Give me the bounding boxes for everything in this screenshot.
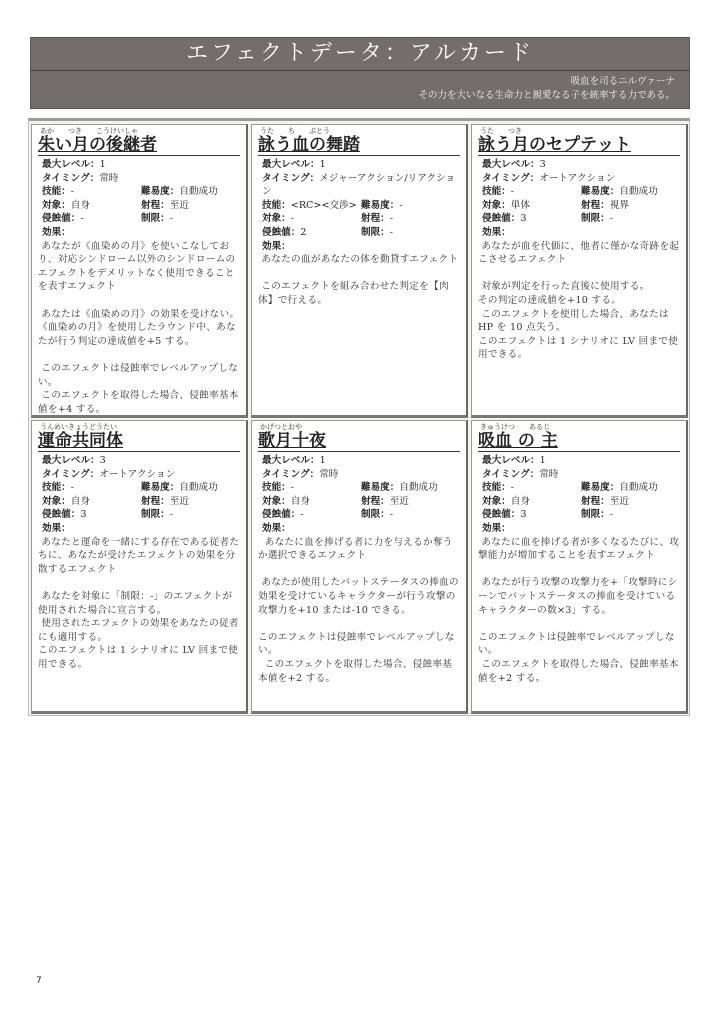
erosion-label: 侵蝕値： [482,509,521,521]
target-value: 自身 [70,495,90,507]
effect-label [38,226,240,240]
timing-label: タイミング： [262,172,320,184]
difficulty-label: 難易度： [361,199,400,211]
range-value: 至近 [609,495,629,507]
timing-value: メジャーアクション/リアクション [262,172,456,198]
limit-label: 制限： [361,509,390,521]
target-label: 対象： [262,213,291,225]
effect-card [251,420,468,714]
difficulty [361,199,460,213]
card-ruby: あか つき こうけいしゃ [40,127,138,135]
target-value: 自身 [70,199,90,211]
effect-text: あなたの血があなたの体を動貸すエフェクト このエフェクトを組み合わせた判定を【肉体】で行える。 [258,254,459,306]
card-ruby: うんめいきょうどうたい [40,423,117,431]
target [262,212,361,226]
erosion-label: 侵蝕値： [262,509,301,521]
max-level-label: 最大レベル： [42,159,100,170]
target-value: - [290,213,295,225]
effect-label [258,522,460,536]
max-level-label: 最大レベル： [262,159,320,170]
target [42,495,141,509]
max-level [478,158,680,172]
effect-heading: 効果： [262,522,291,534]
skill-value: - [510,186,515,198]
effect-label [478,226,680,240]
timing-value: 常時 [319,468,339,480]
range-label: 射程： [581,199,610,211]
timing [38,468,240,482]
range [361,212,460,226]
card-ruby: かげつとおや [260,423,302,431]
max-level-value: 1 [319,455,326,466]
skill-label: 技能： [482,482,511,494]
skill-value: - [510,482,515,494]
card-title [38,431,240,452]
limit [581,212,680,226]
limit-value: - [389,509,394,521]
erosion [262,508,361,522]
difficulty-label: 難易度： [581,186,620,198]
difficulty-value: 自動成功 [619,186,658,198]
timing-label: タイミング： [482,172,540,184]
effect-text: あなたが血を代価に、他者に僅かな奇跡を起こさせるエフェクト 対象が判定を行った直後に使用する。 その判定の達成値を+10 する。 このエフェクトを使用した場合、あなたはHP を 10 点失う。 このエフェクトは 1 シナリオに LV 回まで使用できる。 [478,240,680,361]
card-title [478,135,680,156]
erosion-value: 3 [520,509,527,521]
limit-label: 制限： [361,226,390,238]
range-label: 射程： [141,199,170,211]
timing-label: タイミング： [482,468,540,480]
card-ruby: きゅうけつ あるじ [480,423,550,431]
limit-label: 制限： [581,509,610,521]
timing [258,468,460,482]
max-level-value: 3 [99,455,106,466]
card-title [258,431,460,452]
target-value: 自身 [290,495,310,507]
target [42,199,141,213]
skill [42,185,141,199]
limit [141,212,240,226]
limit-value: - [169,509,174,521]
limit [141,508,240,522]
limit-value: - [169,213,174,225]
page-number: 7 [36,976,42,986]
effect-card [31,420,248,714]
target-label: 対象： [482,495,511,507]
effect-heading: 効果： [42,226,71,238]
max-level-value: 3 [539,159,546,170]
max-level-label: 最大レベル： [262,455,320,466]
timing [478,468,680,482]
skill-label: 技能： [262,482,291,494]
timing [38,172,240,186]
effect-heading: 効果： [482,522,511,534]
erosion [42,212,141,226]
difficulty-label: 難易度： [141,482,180,494]
max-level [38,158,240,172]
difficulty-label: 難易度： [141,186,180,198]
timing [258,172,460,199]
difficulty-value: 自動成功 [619,482,658,494]
skill-value: <RC><交渉> [290,199,357,211]
effect-heading: 効果： [262,240,291,252]
effect-card [471,420,688,714]
range-label: 射程： [361,495,390,507]
skill [262,481,361,495]
target [482,495,581,509]
effect-label [478,522,680,536]
card-title-text: 朱い月の後継者 [38,135,157,155]
target-label: 対象： [42,495,71,507]
card-ruby: うた ち ぶとう [260,127,330,135]
limit-label: 制限： [141,509,170,521]
timing-value: 常時 [99,172,119,184]
timing-value: オートアクション [539,172,616,184]
max-level-label: 最大レベル： [42,455,100,466]
max-level-label: 最大レベル： [482,455,540,466]
max-level [258,158,460,172]
max-level-value: 1 [319,159,326,170]
difficulty-value: 自動成功 [399,482,438,494]
erosion-label: 侵蝕値： [482,213,521,225]
page-title: エフェクトデータ：アルカード [31,38,689,71]
limit-label: 制限： [141,213,170,225]
effect-text: あなたが《血染めの月》を使いこなしており、対応シンドローム以外のシンドロームのエフェクトをデメリットなく使用できることを表すエフェクト あなたは《血染めの月》の効果を受けない。《血染めの月》を使用したラウンド中、あなたが行う判定の達成値を+5 する。 このエフェクトは侵蝕率でレベルアップしない。 このエフェクトを取得した場合、侵蝕率基本値を+4 する。 [38,240,240,415]
effect-label [258,240,460,254]
target [262,495,361,509]
page-header [30,37,690,109]
skill-label: 技能： [482,186,511,198]
skill-value: - [70,482,75,494]
range-label: 射程： [361,213,390,225]
erosion-label: 侵蝕値： [42,509,81,521]
effect-card [251,124,468,418]
header-subtitle [31,71,689,103]
card-title [258,135,460,156]
skill [482,481,581,495]
card-title-text: 歌月十夜 [258,431,326,451]
effect-heading: 効果： [482,226,511,238]
skill-value: - [70,186,75,198]
range-value: - [389,213,394,225]
difficulty-value: 自動成功 [179,482,218,494]
erosion-value: 3 [520,213,527,225]
limit [361,226,460,240]
target-label: 対象： [262,495,291,507]
timing-value: 常時 [539,468,559,480]
erosion-label: 侵蝕値： [262,226,301,238]
card-title [478,431,680,452]
erosion-value: - [300,509,304,521]
effect-text: あなたと運命を一緒にする存在である従者たちに、あなたが受けたエフェクトの効果を分散するエフェクト あなたを対象に「制限：-」のエフェクトが使用された場合に宣言する。 使用されたエフェクトの効果をあなたの従者にも適用する。 このエフェクトは 1 シナリオに LV 回まで使用できる。 [38,536,240,670]
card-ruby: うた つき [480,127,522,135]
skill [262,199,361,213]
skill [482,185,581,199]
erosion-label: 侵蝕値： [42,213,81,225]
target-value: 自身 [510,495,530,507]
effect-card [471,124,688,418]
erosion [482,212,581,226]
limit-label: 制限： [581,213,610,225]
target-value: 単体 [510,199,530,211]
timing-value: オートアクション [99,468,176,480]
max-level-value: 1 [99,159,106,170]
limit-value: - [609,509,614,521]
effect-card-grid [28,118,690,716]
erosion-value: - [80,213,84,225]
max-level-label: 最大レベル： [482,159,540,170]
effect-text: あなたに血を捧げる者が多くなるたびに、攻撃能力が増加することを表すエフェクト あなたが行う攻撃の攻撃力を+「攻撃時にシーンでバットステータスの捧血を受けているキャラクターの数×3」する。 このエフェクトは侵蝕率でレベルアップしない。 このエフェクトを取得した場合、侵蝕率基本値を+2 する。 [478,536,680,684]
card-title-text: 詠う月のセプテット [478,135,631,155]
limit-value: - [609,213,614,225]
card-title-text: 吸血 の 主 [478,431,558,451]
difficulty [141,185,240,199]
card-title-text: 詠う血の舞踏 [258,135,360,155]
limit-value: - [389,226,394,238]
difficulty [361,481,460,495]
effect-heading: 効果： [42,522,71,534]
difficulty-label: 難易度： [581,482,620,494]
range [141,495,240,509]
skill-label: 技能： [262,199,291,211]
erosion [262,226,361,240]
range-label: 射程： [581,495,610,507]
timing-label: タイミング： [42,172,100,184]
difficulty [141,481,240,495]
range [141,199,240,213]
skill [42,481,141,495]
timing-label: タイミング： [262,468,320,480]
range [581,199,680,213]
card-title-text: 運命共同体 [38,431,123,451]
range-value: 至近 [169,199,189,211]
range-value: 至近 [169,495,189,507]
effect-text: あなたに血を捧げる者に力を与えるか奪うか選択できるエフェクト あなたが使用したバットステータスの捧血の効果を受けているキャラクターが行う攻撃の攻撃力を+10 または-10 できる。 このエフェクトは侵蝕率でレベルアップしない。 このエフェクトを取得した場合、侵蝕率基本値を+2 する。 [258,536,459,684]
effect-card [31,124,248,418]
erosion [482,508,581,522]
max-level [38,454,240,468]
skill-label: 技能： [42,482,71,494]
subtitle-line-2: その力を大いなる生命力と親愛なる子を統率する力である。 [418,90,675,101]
difficulty [581,481,680,495]
target [482,199,581,213]
target-label: 対象： [42,199,71,211]
difficulty-label: 難易度： [361,482,400,494]
range [361,495,460,509]
target-label: 対象： [482,199,511,211]
timing [478,172,680,186]
erosion-value: 3 [80,509,87,521]
max-level-value: 1 [539,455,546,466]
erosion [42,508,141,522]
timing-label: タイミング： [42,468,100,480]
limit [361,508,460,522]
range [581,495,680,509]
card-title [38,135,240,156]
limit [581,508,680,522]
range-value: 視界 [609,199,629,211]
subtitle-line-1: 吸血を司るニルヴァーナ [570,76,675,87]
range-label: 射程： [141,495,170,507]
skill-value: - [290,482,295,494]
skill-label: 技能： [42,186,71,198]
max-level [478,454,680,468]
erosion-value: 2 [300,226,307,238]
range-value: 至近 [389,495,409,507]
difficulty [581,185,680,199]
effect-label [38,522,240,536]
difficulty-value: 自動成功 [179,186,218,198]
max-level [258,454,460,468]
difficulty-value: - [399,199,403,211]
